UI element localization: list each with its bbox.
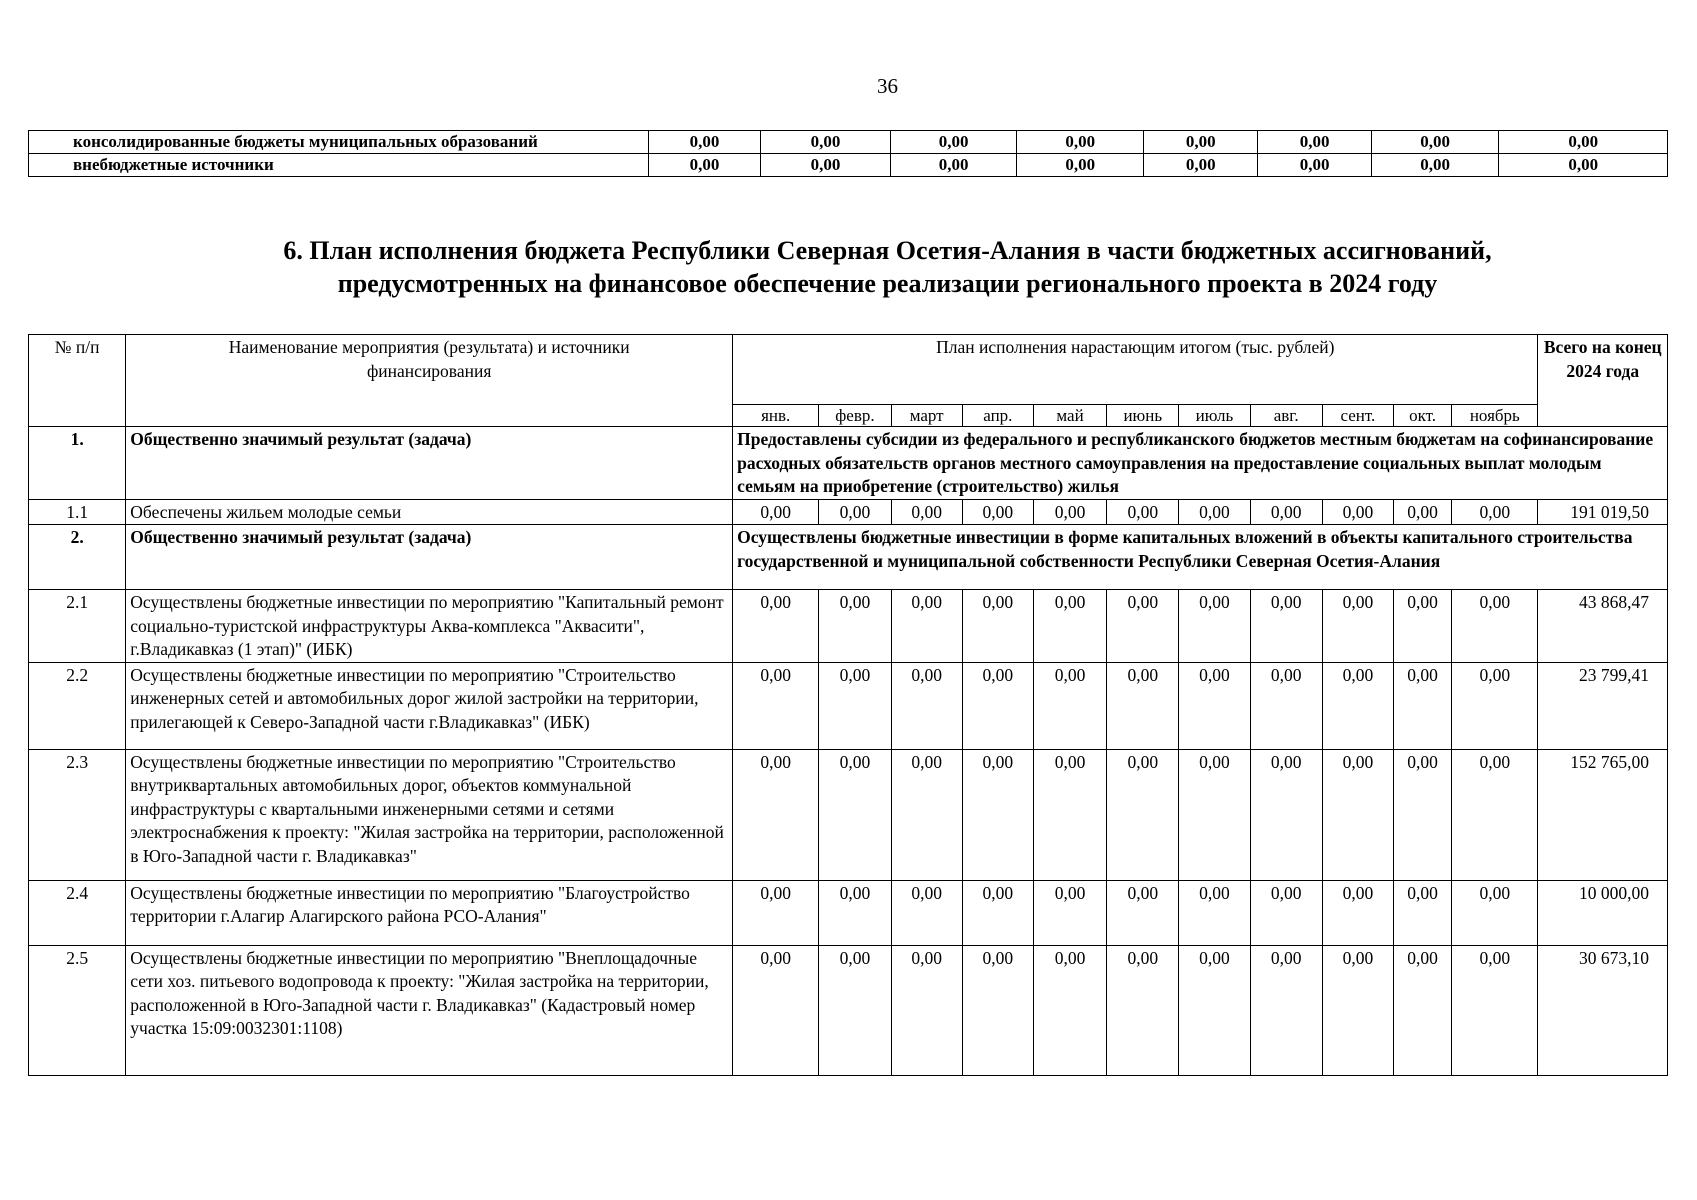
month-value: 0,00 [1250, 590, 1322, 663]
month-value: 0,00 [1179, 499, 1250, 525]
month-value: 0,00 [819, 945, 891, 1075]
value-cell: 0,00 [890, 131, 1017, 154]
month-value: 0,00 [1393, 749, 1451, 880]
month-value: 0,00 [1250, 945, 1322, 1075]
value-cell: 0,00 [1144, 131, 1258, 154]
value-cell: 0,00 [1371, 154, 1499, 177]
table-header-row [29, 335, 1668, 405]
value-cell: 0,00 [1258, 154, 1371, 177]
task-description: Предоставлены субсидии из федерального и республиканского бюджетов местным бюджетам на софинансирование расходных обязательств органов местного самоуправления на предоставление социальных выплат молодым семьям на приобретение (строительство) жилья [733, 427, 1668, 500]
month-value: 0,00 [1033, 499, 1106, 525]
month-value: 0,00 [1179, 945, 1250, 1075]
month-value: 0,00 [1033, 590, 1106, 663]
month-value: 0,00 [819, 880, 891, 945]
month-value: 0,00 [1452, 945, 1538, 1075]
month-value: 0,00 [1393, 945, 1451, 1075]
row-name: Обеспечены жильем молодые семьи [126, 499, 733, 525]
month-value: 0,00 [891, 662, 962, 749]
month-header: ноябрь [1452, 405, 1538, 427]
month-header: окт. [1393, 405, 1451, 427]
month-value: 0,00 [819, 590, 891, 663]
row-total: 30 673,10 [1538, 945, 1668, 1075]
row-total: 152 765,00 [1538, 749, 1668, 880]
month-header: февр. [819, 405, 891, 427]
value-cell: 0,00 [1371, 131, 1499, 154]
value-cell: 0,00 [1499, 154, 1668, 177]
month-value: 0,00 [1107, 590, 1179, 663]
month-value: 0,00 [962, 880, 1033, 945]
month-value: 0,00 [1107, 945, 1179, 1075]
row-total: 10 000,00 [1538, 880, 1668, 945]
month-value: 0,00 [891, 880, 962, 945]
table-row [29, 880, 1668, 945]
section-title [0, 234, 1697, 300]
month-value: 0,00 [962, 945, 1033, 1075]
month-value: 0,00 [733, 499, 819, 525]
month-value: 0,00 [1033, 945, 1106, 1075]
month-value: 0,00 [1179, 749, 1250, 880]
month-value: 0,00 [1322, 749, 1393, 880]
row-name: Осуществлены бюджетные инвестиции по мероприятию "Строительство внутриквартальных автомобильных дорог, объектов коммунальной инфраструктуры с квартальными инженерными сетями и сетями электроснабжения к проекту: "Жилая застройка на территории, расположенной в Юго-Западной части г. Владикавказ" [126, 749, 733, 880]
row-name: Осуществлены бюджетные инвестиции по мероприятию "Внеплощадочные сети хоз. питьевого водопровода к проекту: "Жилая застройка на территории, расположенной в Юго-Западной части г. Владикавказ" (Кадастровый номер участка 15:09:0032301:1108) [126, 945, 733, 1075]
month-value: 0,00 [1452, 590, 1538, 663]
value-cell: 0,00 [1144, 154, 1258, 177]
row-number: 2.1 [29, 590, 126, 663]
row-name: Осуществлены бюджетные инвестиции по мероприятию "Благоустройство территории г.Алагир Алагирского района РСО-Алания" [126, 880, 733, 945]
month-header: март [891, 405, 962, 427]
month-value: 0,00 [1452, 749, 1538, 880]
month-value: 0,00 [1179, 590, 1250, 663]
table-row [29, 945, 1668, 1075]
row-number: 1. [29, 427, 126, 500]
funding-sources-table [28, 130, 1668, 177]
month-value: 0,00 [733, 749, 819, 880]
header-total: Всего на конец 2024 года [1538, 335, 1668, 427]
table-row [29, 499, 1668, 525]
month-value: 0,00 [1107, 880, 1179, 945]
task-row [29, 525, 1668, 590]
table-row [29, 662, 1668, 749]
month-value: 0,00 [1107, 499, 1179, 525]
month-value: 0,00 [1452, 662, 1538, 749]
table-row [29, 131, 1668, 154]
month-header: авг. [1250, 405, 1322, 427]
month-value: 0,00 [1393, 499, 1451, 525]
month-value: 0,00 [1250, 662, 1322, 749]
month-value: 0,00 [891, 590, 962, 663]
task-description: Осуществлены бюджетные инвестиции в форме капитальных вложений в объекты капитального строительства государственной и муниципальной собственности Республики Северная Осетия-Алания [733, 525, 1668, 590]
month-value: 0,00 [962, 749, 1033, 880]
month-value: 0,00 [1033, 662, 1106, 749]
month-value: 0,00 [1033, 880, 1106, 945]
month-value: 0,00 [962, 499, 1033, 525]
month-value: 0,00 [1107, 749, 1179, 880]
month-value: 0,00 [1250, 880, 1322, 945]
header-name: Наименование мероприятия (результата) и источники финансирования [126, 335, 733, 427]
month-header: сент. [1322, 405, 1393, 427]
month-value: 0,00 [1393, 662, 1451, 749]
month-value: 0,00 [1033, 749, 1106, 880]
header-plan: План исполнения нарастающим итогом (тыс. рублей) [733, 335, 1538, 405]
month-value: 0,00 [962, 662, 1033, 749]
page-number: 36 [877, 74, 898, 98]
month-header: июнь [1107, 405, 1179, 427]
task-row [29, 427, 1668, 500]
budget-plan-table [28, 334, 1668, 1076]
month-value: 0,00 [819, 662, 891, 749]
value-cell: 0,00 [1258, 131, 1371, 154]
value-cell: 0,00 [1499, 131, 1668, 154]
month-value: 0,00 [962, 590, 1033, 663]
month-value: 0,00 [733, 880, 819, 945]
row-number: 2.5 [29, 945, 126, 1075]
table-row [29, 590, 1668, 663]
month-value: 0,00 [1322, 499, 1393, 525]
month-value: 0,00 [891, 945, 962, 1075]
row-number: 1.1 [29, 499, 126, 525]
row-total: 43 868,47 [1538, 590, 1668, 663]
month-value: 0,00 [733, 662, 819, 749]
month-value: 0,00 [1322, 945, 1393, 1075]
value-cell: 0,00 [761, 154, 891, 177]
row-total: 191 019,50 [1538, 499, 1668, 525]
month-header: янв. [733, 405, 819, 427]
month-value: 0,00 [1452, 880, 1538, 945]
row-name: Осуществлены бюджетные инвестиции по мероприятию "Строительство инженерных сетей и автомобильных дорог жилой застройки на территории, прилегающей к Северо-Западной части г.Владикавказ" (ИБК) [126, 662, 733, 749]
month-value: 0,00 [1179, 662, 1250, 749]
value-cell: 0,00 [761, 131, 891, 154]
value-cell: 0,00 [1017, 131, 1144, 154]
header-number: № п/п [29, 335, 126, 427]
value-cell: 0,00 [648, 154, 760, 177]
month-header: июль [1179, 405, 1250, 427]
row-name: Общественно значимый результат (задача) [126, 427, 733, 500]
month-value: 0,00 [1322, 880, 1393, 945]
month-header: май [1033, 405, 1106, 427]
value-cell: 0,00 [890, 154, 1017, 177]
table-row [29, 749, 1668, 880]
month-value: 0,00 [1250, 499, 1322, 525]
month-header: апр. [962, 405, 1033, 427]
month-value: 0,00 [1179, 880, 1250, 945]
table-row [29, 154, 1668, 177]
row-number: 2.2 [29, 662, 126, 749]
month-value: 0,00 [819, 749, 891, 880]
month-value: 0,00 [733, 590, 819, 663]
value-cell: 0,00 [648, 131, 760, 154]
month-value: 0,00 [891, 749, 962, 880]
month-value: 0,00 [819, 499, 891, 525]
row-number: 2. [29, 525, 126, 590]
month-value: 0,00 [1322, 662, 1393, 749]
month-value: 0,00 [1107, 662, 1179, 749]
month-value: 0,00 [1393, 880, 1451, 945]
value-cell: 0,00 [1017, 154, 1144, 177]
row-name: Общественно значимый результат (задача) [126, 525, 733, 590]
source-label: консолидированные бюджеты муниципальных образований [29, 131, 649, 154]
row-number: 2.4 [29, 880, 126, 945]
section-title-line-2: предусмотренных на финансовое обеспечение реализации регионального проекта в 2024 году [337, 269, 1438, 298]
month-value: 0,00 [733, 945, 819, 1075]
row-number: 2.3 [29, 749, 126, 880]
month-value: 0,00 [1393, 590, 1451, 663]
month-value: 0,00 [891, 499, 962, 525]
row-name: Осуществлены бюджетные инвестиции по мероприятию "Капитальный ремонт социально-туристской инфраструктуры Аква-комплекса "Аквасити", г.Владикавказ (1 этап)" (ИБК) [126, 590, 733, 663]
row-total: 23 799,41 [1538, 662, 1668, 749]
month-value: 0,00 [1250, 749, 1322, 880]
source-label: внебюджетные источники [29, 154, 649, 177]
section-title-line-1: 6. План исполнения бюджета Республики Северная Осетия-Алания в части бюджетных ассигнований, [283, 236, 1492, 265]
month-value: 0,00 [1452, 499, 1538, 525]
month-value: 0,00 [1322, 590, 1393, 663]
